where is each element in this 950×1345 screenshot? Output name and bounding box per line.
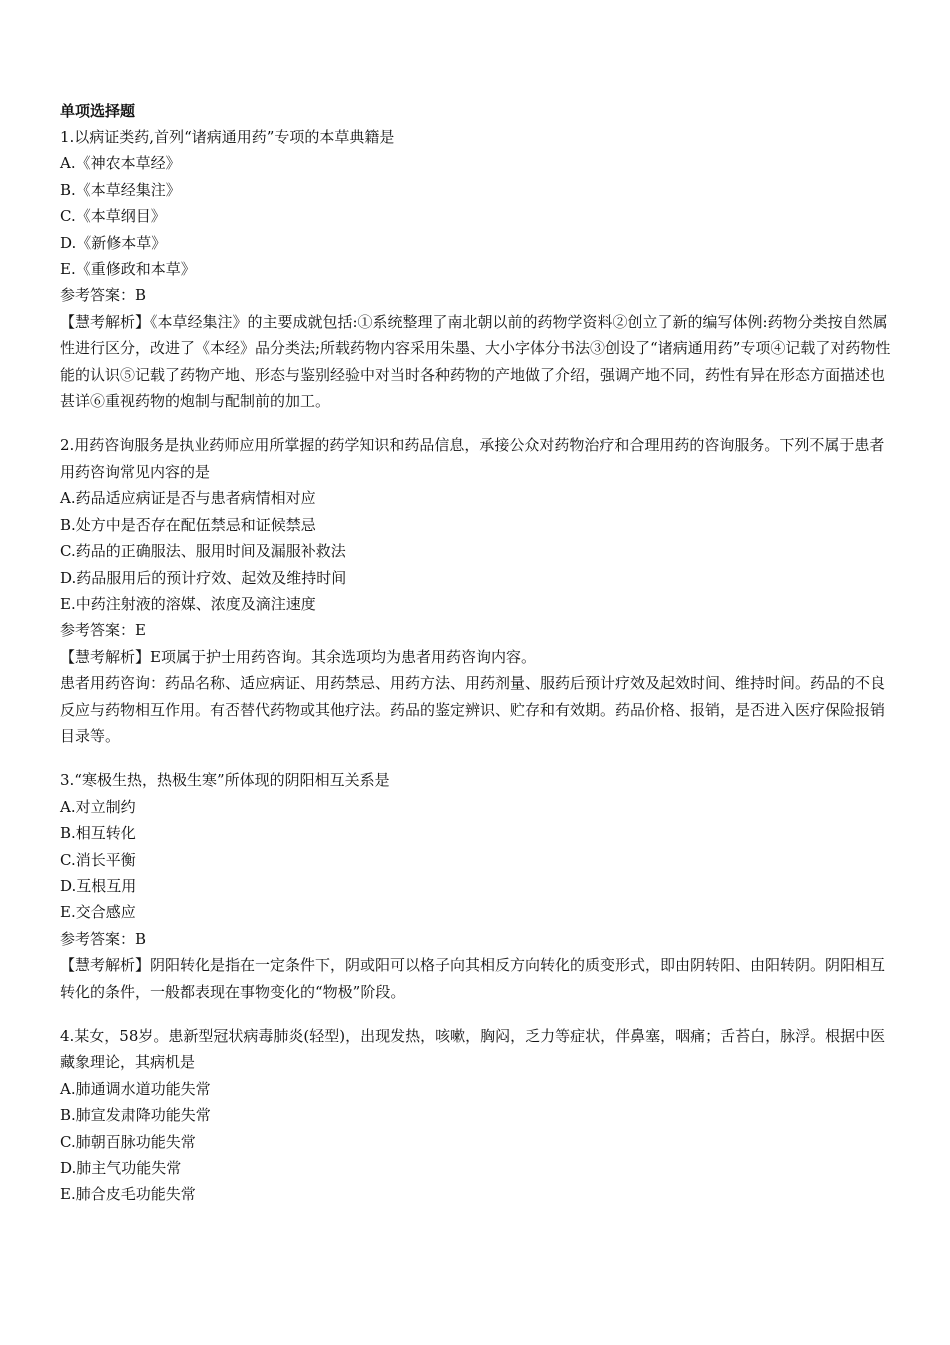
option-d: D.药品服用后的预计疗效、起效及维持时间 — [60, 568, 347, 587]
question-stem: 3.“寒极生热，热极生寒”所体现的阴阳相互关系是 — [60, 771, 390, 790]
option-e: E.交合感应 — [60, 903, 136, 922]
reference-answer: 参考答案：B — [60, 286, 147, 305]
option-d: D.肺主气功能失常 — [60, 1159, 182, 1178]
reference-answer: 参考答案：E — [60, 621, 146, 640]
exam-page — [60, 98, 896, 1208]
reference-answer: 参考答案：B — [60, 929, 147, 948]
analysis-paragraph: 患者用药咨询：药品名称、适应病证、用药禁忌、用药方法、用药剂量、服药后预计疗效及起效时间、维持时间。药品的不良反应与药物相互作用。有否替代药物或其他疗法。药品的鉴定辨识、贮存和有效期。药品价格、报销，是否进入医疗保险报销目录等。 — [60, 674, 886, 745]
option-e: E.《重修政和本草》 — [60, 260, 196, 279]
analysis-paragraph: 【慧考解析】E项属于护士用药咨询。其余选项均为患者用药咨询内容。 — [60, 647, 536, 666]
question-stem: 2.用药咨询服务是执业药师应用所掌握的药学知识和药品信息，承接公众对药物治疗和合理用药的咨询服务。下列不属于患者用药咨询常见内容的是 — [60, 436, 885, 481]
option-e: E.肺合皮毛功能失常 — [60, 1185, 196, 1204]
question-1 — [60, 124, 896, 414]
question-4 — [60, 1023, 896, 1208]
section-title: 单项选择题 — [60, 102, 136, 120]
option-c: C.药品的正确服法、服用时间及漏服补救法 — [60, 542, 346, 561]
option-a: A.《神农本草经》 — [60, 154, 181, 173]
option-list — [60, 150, 896, 282]
question-stem: 1.以病证类药,首列“诸病通用药”专项的本草典籍是 — [60, 128, 395, 146]
option-b: B.《本草经集注》 — [60, 180, 181, 199]
analysis-paragraph: 【慧考解析】《本草经集注》的主要成就包括:①系统整理了南北朝以前的药物学资料②创立了新的编写体例:药物分类按自然属性进行区分，改进了《本经》品分类法;所载药物内容采用朱墨、大小字体分书法③创设了“诸病通用药”专项④记载了对药物性能的认识⑤记载了药物产地、形态与鉴别经验中对当时各种药物的产地做了介绍，强调产地不同，药性有异在形态方面描述也甚详⑥重视药物的炮制与配制前的加工。 — [60, 312, 891, 411]
option-e: E.中药注射液的溶媒、浓度及滴注速度 — [60, 594, 316, 613]
option-b: B.相互转化 — [60, 824, 136, 843]
question-3 — [60, 767, 896, 1005]
option-d: D.互根互用 — [60, 876, 137, 895]
option-list — [60, 794, 896, 926]
option-c: C.消长平衡 — [60, 850, 136, 869]
option-list — [60, 485, 896, 617]
question-stem: 4.某女，58岁。患新型冠状病毒肺炎(轻型)，出现发热，咳嗽，胸闷，乏力等症状，伴鼻塞，咽痛；舌苔白，脉浮。根据中医藏象理论，其病机是 — [60, 1027, 886, 1072]
option-d: D.《新修本草》 — [60, 233, 167, 252]
option-c: C.肺朝百脉功能失常 — [60, 1132, 196, 1151]
option-a: A.药品适应病证是否与患者病情相对应 — [60, 489, 316, 508]
option-a: A.对立制约 — [60, 797, 136, 816]
option-list — [60, 1076, 896, 1208]
option-c: C.《本草纲目》 — [60, 207, 166, 226]
option-b: B.肺宣发肃降功能失常 — [60, 1106, 211, 1125]
option-a: A.肺通调水道功能失常 — [60, 1079, 211, 1098]
option-b: B.处方中是否存在配伍禁忌和证候禁忌 — [60, 515, 316, 534]
question-2 — [60, 432, 896, 749]
analysis-paragraph: 【慧考解析】阴阳转化是指在一定条件下，阴或阳可以格子向其相反方向转化的质变形式，即由阴转阳、由阳转阴。阴阳相互转化的条件，一般都表现在事物变化的“物极”阶段。 — [60, 956, 886, 1001]
